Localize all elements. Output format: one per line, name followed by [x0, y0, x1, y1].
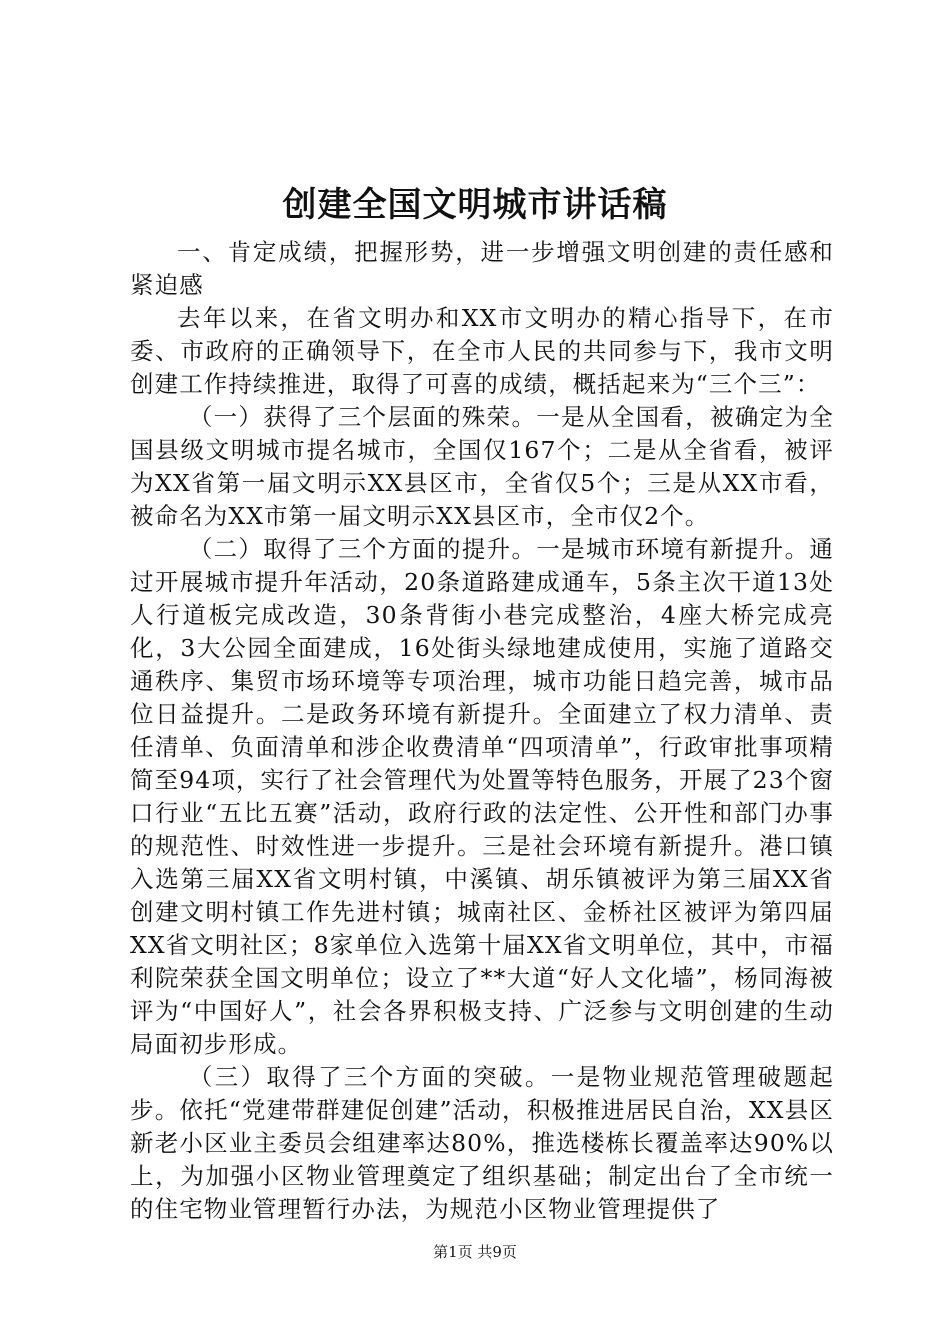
- page-number: 第1页 共9页: [433, 1243, 517, 1261]
- document-title: 创建全国文明城市讲话稿: [282, 185, 668, 225]
- section-heading: 一、肯定成绩，把握形势，进一步增强文明创建的责任感和紧迫感: [130, 238, 834, 299]
- paragraph-improvements: （二）取得了三个方面的提升。一是城市环境有新提升。通过开展城市提升年活动，20条道路建成通车，5条主次干道13处人行道板完成改造，30条背街小巷完成整治，4座大桥完成亮化，3大公园全面建成，16处街头绿地建成使用，实施了道路交通秩序、集贸市场环境等专项治理，城市功能日趋完善，城市品位日益提升。二是政务环境有新提升。全面建立了权力清单、责任清单、负面清单和涉企收费清单“四项清单”，行政审批事项精简至94项，实行了社会管理代为处置等特色服务，开展了23个窗口行业“五比五赛”活动，政府行政的法定性、公开性和部门办事的规范性、时效性进一步提升。三是社会环境有新提升。港口镇入选第三届XX省文明村镇，中溪镇、胡乐镇被评为第三届XX省创建文明村镇工作先进村镇；城南社区、金桥社区被评为第四届XX省文明社区；8家单位入选第十届XX省文明单位，其中，市福利院荣获全国文明单位；设立了**大道“好人文化墙”，杨同海被评为“中国好人”，社会各界积极支持、广泛参与文明创建的生动局面初步形成。: [130, 535, 834, 1058]
- paragraph-breakthroughs: （三）取得了三个方面的突破。一是物业规范管理破题起步。依托“党建带群建促创建”活动，积极推进居民自治，XX县区新老小区业主委员会组建率达80%，推选楼栋长覆盖率达90%以上，为加强小区物业管理奠定了组织基础；制定出台了全市统一的住宅物业管理暂行办法，为规范小区物业管理提供了: [130, 1063, 834, 1223]
- document-body: [130, 236, 834, 1226]
- paragraph-intro: 去年以来，在省文明办和XX市文明办的精心指导下，在市委、市政府的正确领导下，在全市人民的共同参与下，我市文明创建工作持续推进，取得了可喜的成绩，概括起来为“三个三”：: [130, 304, 834, 398]
- paragraph-honors: （一）获得了三个层面的殊荣。一是从全国看，被确定为全国县级文明城市提名城市，全国仅167个；二是从全省看，被评为XX省第一届文明示XX县区市，全省仅5个；三是从XX市看，被命名为XX市第一届文明示XX县区市，全市仅2个。: [130, 403, 834, 530]
